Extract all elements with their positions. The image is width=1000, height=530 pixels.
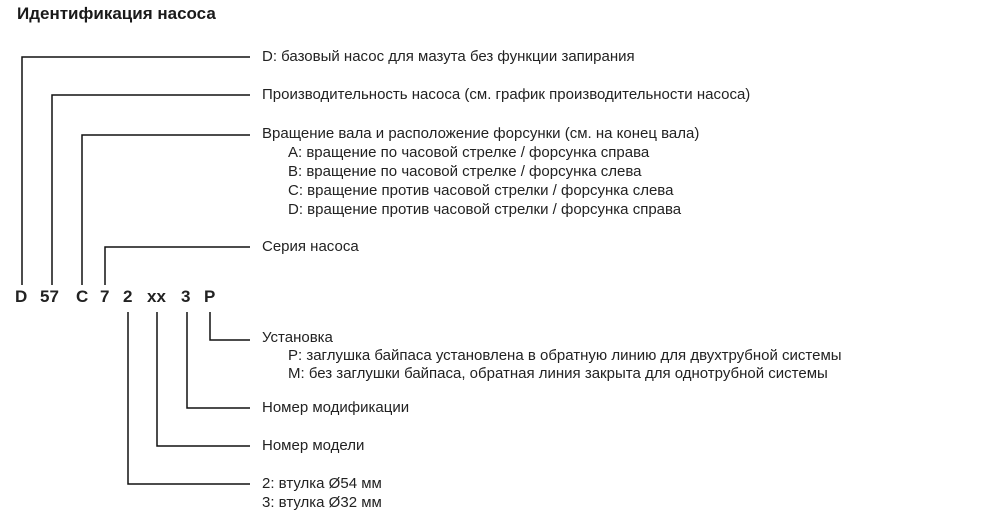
desc-rotation-heading: Вращение вала и расположение форсунки (см. на конец вала) bbox=[262, 125, 700, 142]
connector-line-model bbox=[157, 312, 250, 446]
connector-line-bushing bbox=[128, 312, 250, 484]
desc-bushing-item: 3: втулка Ø32 мм bbox=[262, 494, 382, 511]
desc-rotation-item: A: вращение по часовой стрелке / форсунка справа bbox=[288, 144, 650, 161]
desc-modification: Номер модификации bbox=[262, 399, 410, 416]
desc-bushing-item: 2: втулка Ø54 мм bbox=[262, 475, 382, 492]
code-char-57: 57 bbox=[40, 287, 59, 306]
code-char-2: 2 bbox=[123, 287, 133, 306]
code-char-d: D bbox=[15, 287, 28, 306]
desc-rotation-item: C: вращение против часовой стрелки / форсунка слева bbox=[288, 182, 674, 199]
connector-line-installation bbox=[210, 312, 250, 340]
desc-pump-type: D: базовый насос для мазута без функции запирания bbox=[262, 48, 635, 65]
connector-line-modification bbox=[187, 312, 250, 408]
desc-series: Серия насоса bbox=[262, 238, 359, 255]
code-char-xx: xx bbox=[147, 287, 166, 306]
connector-line-pump-type bbox=[22, 57, 250, 285]
code-char-c: C bbox=[76, 287, 89, 306]
desc-installation-item: P: заглушка байпаса установлена в обратную линию для двухтрубной системы bbox=[288, 347, 842, 364]
code-char-p: P bbox=[204, 287, 216, 306]
desc-capacity: Производительность насоса (см. график производительности насоса) bbox=[262, 86, 751, 103]
desc-installation-heading: Установка bbox=[262, 329, 333, 346]
desc-model: Номер модели bbox=[262, 437, 365, 454]
desc-rotation-item: B: вращение по часовой стрелке / форсунка слева bbox=[288, 163, 642, 180]
connector-line-rotation bbox=[82, 135, 250, 285]
desc-rotation-item: D: вращение против часовой стрелки / форсунка справа bbox=[288, 201, 682, 218]
desc-installation-item: M: без заглушки байпаса, обратная линия закрыта для однотрубной системы bbox=[288, 365, 828, 382]
code-char-7: 7 bbox=[100, 287, 110, 306]
code-char-3: 3 bbox=[181, 287, 191, 306]
connector-line-series bbox=[105, 247, 250, 285]
page-title: Идентификация насоса bbox=[17, 4, 216, 23]
